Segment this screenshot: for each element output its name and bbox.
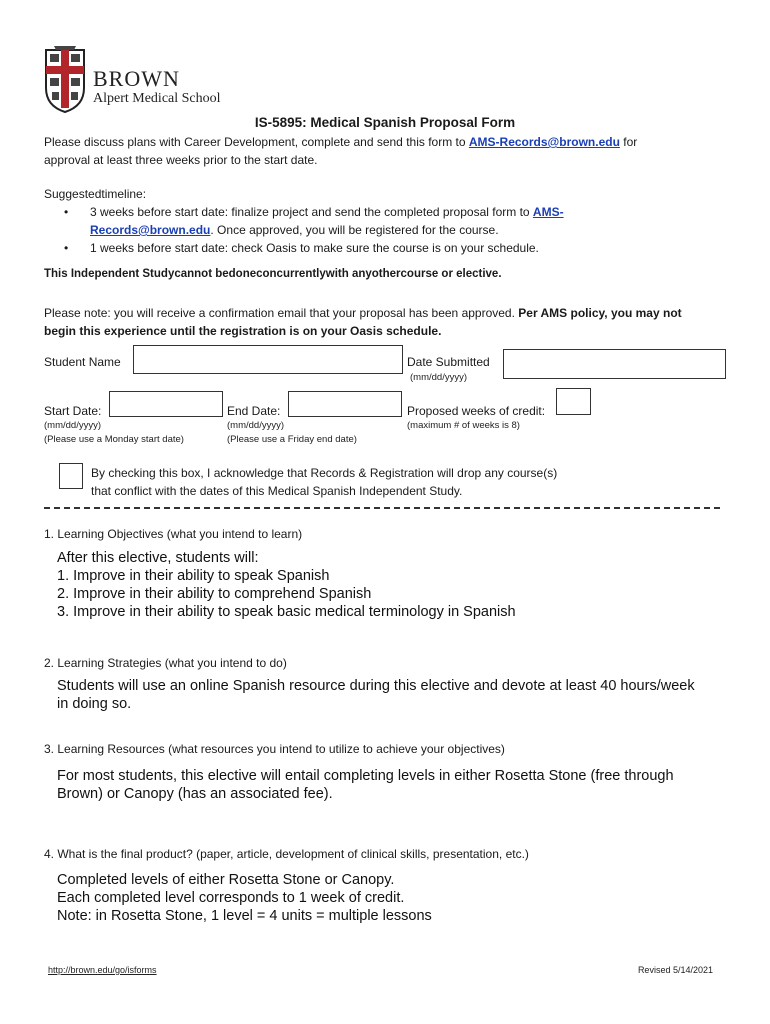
end-date-input[interactable] [288, 391, 402, 417]
concurrency-warning: This Independent Studycannot bedoneconcurrentlywith anyothercourse or elective. [44, 268, 502, 280]
acknowledge-text: By checking this box, I acknowledge that Records & Registration will drop any course(s) that conflict with the dates of this Medical Spanish Independent Study. [91, 466, 558, 498]
date-submitted-hint: (mm/dd/yyyy) [410, 372, 467, 383]
section-1-answer: After this elective, students will: 1. Improve in their ability to speak Spanish 2. Improve in their ability to comprehend Spanish 3. Improve in their ability to speak basic medical terminology in Spanish [57, 550, 516, 620]
student-name-input[interactable] [133, 345, 403, 374]
weeks-label: Proposed weeks of credit: [407, 404, 546, 418]
date-submitted-label: Date Submitted [407, 355, 490, 369]
footer-url[interactable]: http://brown.edu/go/isforms [48, 965, 157, 975]
start-date-hint-format: (mm/dd/yyyy) [44, 420, 101, 431]
end-date-hint-friday: (Please use a Friday end date) [227, 434, 357, 445]
bullet-icon: • [64, 205, 69, 219]
acknowledge-checkbox[interactable] [59, 463, 83, 489]
timeline-bullet-1: • 3 weeks before start date: finalize project and send the completed proposal form to AMS- Records@brown.edu. Once approved, you will be registered for the course. [64, 205, 564, 237]
section-2-answer: Students will use an online Spanish resource during this elective and devote at least 40 hours/week in doing so. [57, 678, 695, 712]
start-date-hint-monday: (Please use a Monday start date) [44, 434, 184, 445]
section-4-answer: Completed levels of either Rosetta Stone or Canopy. Each completed level corresponds to 1 week of credit. Note: in Rosetta Stone, 1 level = 4 units = multiple lessons [57, 872, 432, 924]
section-1-label: 1. Learning Objectives (what you intend to learn) [44, 527, 303, 541]
logo-name: BROWN [93, 66, 180, 91]
end-date-label: End Date: [227, 404, 281, 418]
intro-text: Please discuss plans with Career Development, complete and send this form to AMS-Records@brown.edu for approval at least three weeks prior to the start date. [44, 135, 638, 167]
weeks-input[interactable] [556, 388, 591, 415]
page-title: IS-5895: Medical Spanish Proposal Form [254, 115, 516, 130]
end-date-hint-format: (mm/dd/yyyy) [227, 420, 284, 431]
section-4-label: 4. What is the final product? (paper, article, development of clinical skills, presentation, etc.) [44, 847, 529, 861]
section-2-label: 2. Learning Strategies (what you intend to do) [44, 656, 287, 670]
student-name-label: Student Name [44, 355, 121, 369]
brown-logo [44, 44, 244, 116]
start-date-input[interactable] [109, 391, 223, 417]
section-divider [44, 507, 720, 509]
weeks-hint: (maximum # of weeks is 8) [407, 420, 520, 431]
logo-school: Alpert Medical School [93, 91, 221, 106]
timeline-bullet-2: • 1 weeks before start date: check Oasis to make sure the course is on your schedule. [64, 241, 539, 255]
records-email-link-2[interactable]: AMS- [532, 205, 564, 219]
start-date-label: Start Date: [44, 404, 102, 418]
records-email-link-3[interactable]: Records@brown.edu [90, 223, 211, 237]
footer-revised: Revised 5/14/2021 [637, 965, 713, 975]
date-submitted-input[interactable] [503, 349, 726, 379]
timeline-heading: Suggestedtimeline: [44, 187, 147, 201]
section-3-answer: For most students, this elective will entail completing levels in either Rosetta Stone (free through Brown) or Canopy (has an associated fee). [57, 768, 674, 802]
section-3-label: 3. Learning Resources (what resources you intend to utilize to achieve your objectives) [44, 742, 505, 756]
policy-note: Please note: you will receive a confirmation email that your proposal has been approved. Per AMS policy, you may not begin this experience until the registration is on your Oasis schedule. [44, 306, 682, 338]
records-email-link[interactable]: AMS-Records@brown.edu [468, 135, 620, 149]
bullet-icon: • [64, 241, 69, 255]
brown-shield-icon [44, 44, 86, 114]
